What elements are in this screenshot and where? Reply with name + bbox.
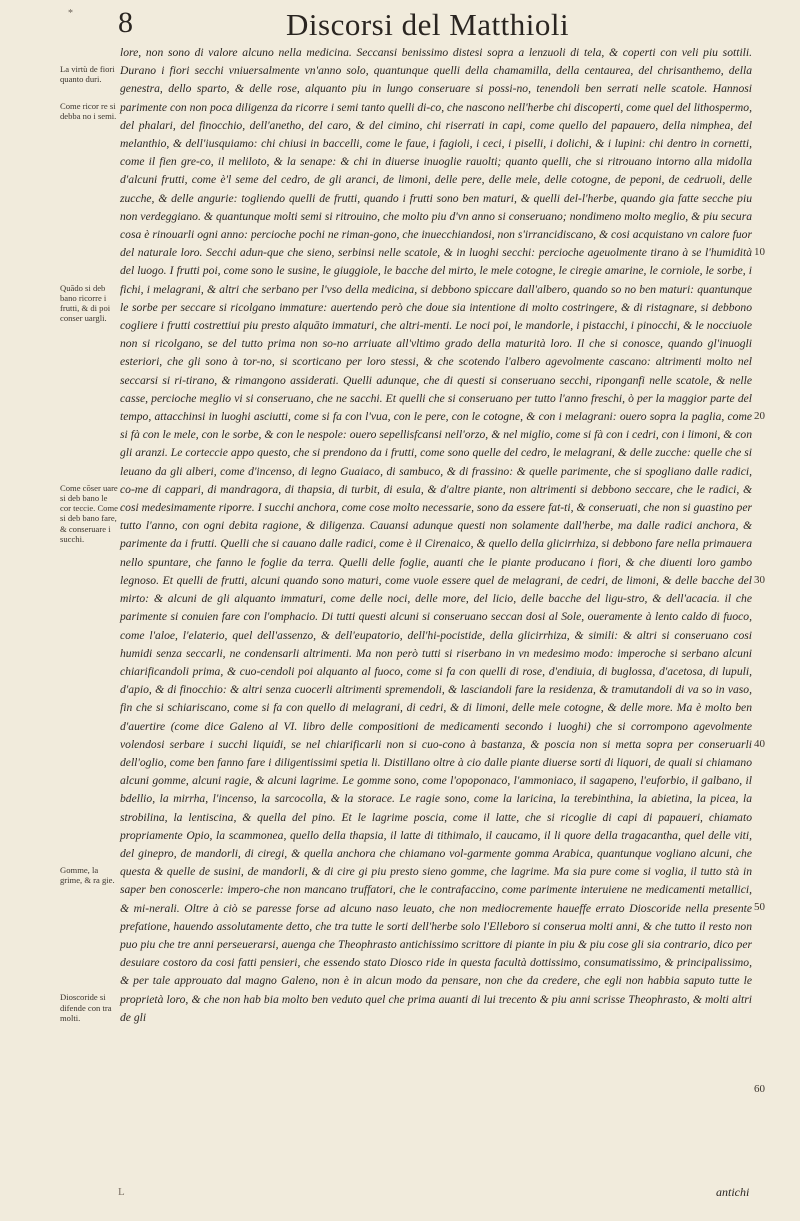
margin-note: Gomme, la grime, & ra gie. xyxy=(60,865,115,886)
line-number: 10 xyxy=(754,246,765,259)
corner-mark: * xyxy=(68,8,73,19)
page-number: 8 xyxy=(118,6,133,39)
margin-note: Quādo si deb bano ricorre i frutti, & di poi conser uargli. xyxy=(60,282,111,324)
margin-note: Come cōser uare si deb bano le cor teccie. Come si deb bano fare, & conseruare i succhi. xyxy=(60,482,118,544)
margin-note: La virtù de fiori quanto duri. xyxy=(60,64,115,85)
line-number: 50 xyxy=(754,901,765,914)
page-header xyxy=(118,6,758,42)
margin-note: Dioscoride si difende con tra molti. xyxy=(60,992,112,1023)
margin-note: Come ricor re si debba no i semi. xyxy=(60,100,117,121)
body-paragraph: lore, non sono di valore alcuno nella medicina. Seccansi benissimo distesi sopra a lenzuoli di tela, & coperti con veli piu sottili. Durano i fiori secchi vniuersalmente vn'anno solo, quantunque quelli della chamamilla, della centaurea, del chrisanthemo, della genestra, dello sparto, & delle rose, alquanto piu in lungo conseruare si possi-no, tenendoli ben serrati nelle scatole. Hannosi parimente con non poca diligenza da ricorre i semi tanto quelli di-co, che nascono nell'herbe chi discoperti, come quel del lithospermo, del phalari, del finocchio, dell'anetho, del caro, & del cimino, chi riserrati in capi, come quello del papauero, della nimphea, del melanthio, & dell'iusquiamo: chi chiusi in baccelli, come le faue, i fagioli, i ceci, i piselli, i dolichi, & i lupini: chi dentro in cornetti, come il fien gre-co, il meliloto, & la senape: & chi in diuerse inuoglie rauolti; quanto quelli, che si ritrouano intorno alla midolla d'alcuni frutti, come è'l seme del cedro, de gli aranci, de limoni, delle pere, delle mele, delle cotogne, de peponi, de cedruoli, delle zucche, & delle angurie: togliendo quelli de frutti, quando i frutti sono ben maturi, & quelli del-l'herbe, quando gia fatte secche piu non verdeggiano. & quantunque molti semi si ritrouino, che molto piu d'vn anno si conseruano; nondimeno molto meglio, & piu secura cosa è rinouarli ogni anno: percioche pochi ne riman-gono, che inuecchiandosi, non s'irrancidiscano, & cosi acquistano vn calore fuor del naturale loro. Secchi adun-que che sieno, serbinsi nelle scatole, & in luoghi secchi: percioche ageuolmente tirano à se l'humidità del luogo. I frutti poi, come sono le susine, le giuggiole, le bacche del mirto, le mele cotogne, le ciregie amarine, le corniole, le sorbe, i fichi, i melagrani, & altri che serbano per l'vso della medicina, si debbono spiccare dall'albero, quando so no ben maturi: quantunque le sorbe per seccare si ricolgano immature: auertendo però che doue sia intentione di molto costringere, & di ristagnare, si debbono cogliere i frutti costrettiui piu presto alquāto immaturi, che altri-menti. Le noci poi, le mandorle, i pistacchi, i pinocchi, & le nocciuole non si ricolgano, se del tutto prima non so-no arriuate all'vltimo grado della maturità loro. Il che si conosce, quando gl'inuogli esteriori, che gli sono à tor-no, si scorticano per loro stessi, & che scotendo l'albero agevolmente cascano: altrimenti molto nel seccarsi si ri-tirano, & rimangono assiderati. Quelli adunque, che di questi si conseruano secchi, riponganfi nelle scatole, & nelle casse, percioche meglio vi si conseruano, che ne sacchi. Et quelli che si conseruano per tutto l'anno freschi, ò per la maggior parte del tempo, attacchinsi in luoghi asciutti, come si fa con l'vua, con le pere, con le cotogne, & con i melagrani: ouero sopra la paglia, come si fà con le mele, con le sorbe, & con le nespole: ouero sepellisfcansi nell'orzo, & nel miglio, come si fà con i cedri, con i limoni, & con gli aranzi. Le corteccie appo questo, che si prendono da i frutti, come sono quelle del cedro, le melagrani, & delle zucche: quelle che si leuano da gli alberi, come d'incenso, di legno Guaiaco, di sambuco, & di frassino: & quelle parimente, che si spogliano dalle radici, co-me di cappari, di mandragora, di thapsia, di turbit, di esula, & d'altre piante, non altrimenti si debbono seccare, che le radici, & cosi medesimamente riporre. I succhi anchora, come cose molto necessarie, sono da essere fat-ti, & conseruati, che non si guastino per tutto l'anno, con ogni debita ragione, & diligenza. Cauansi adunque questi non solamente dall'herbe, ma dalle radici anchora, & parimente da i frutti. Quelli che si cauano dalle radici, come è il Cirenaico, & quello della glicirrhiza, si debbono fare nella primauera nello spuntare, che fanno le foglie da terra. Quelli delle foglie, auanti che le piante producano i fiori, & che diuenti loro gambo legnoso. Et quelli de frutti, alcuni quando sono maturi, come vuole essere quel de melagrani, de cedri, de limoni, & delle bacche del mirto: & alcuni de gli alquanto immaturi, come delle noci, delle more, del licio, delle bacche del ligu-stro, & dell'acacia. il che parimente si conuien fare con l'omphacio. Di tutti questi alcuni si conseruano seccan dosi al Sole, oueramente à lento caldo di fuoco, come l'aloe, l'elaterio, quel dell'assenzo, & dell'eupatorio, dell'hi-pocistide, della glicirrhiza, & simili: & altri si conseruano cosi humidi senza seccarli, ne condensarli altrimenti. Ma non però tutti si riserbano in vn medesimo modo: imperoche si serbano alcuni chiarificandoli prima, & cuo-cendoli poi alquanto al fuoco, come si fa con quelli di rose, d'endiuia, di buglossa, d'acetosa, di lupuli, d'apio, & di finocchio: & altri senza cuocerli altrimenti spremendoli, & lasciandoli fare la residenza, & tramutandoli di va so in vaso, fin che si schiariscano, come si fa con quello di melagrani, di cedri, & di limoni, delle mele cotogne, & delle more. Ma è molto ben d'auertire (come dice Galeno al VI. libro delle compositioni de medicamenti secondo i luoghi) che si corrompono agevolmente volendosi serbare i succhi liquidi, se nel chiarificarli non si cuo-cono à bastanza, & poscia non si metta sopra per conseruarli dell'oglio, come ben fanno fare i diligentissimi spetia li. Distillano oltre à cio dalle piante diuerse sorti di liquori, de quali si chiamano alcuni gomme, alcuni ragie, & alcuni lagrime. Le gomme sono, come l'opoponaco, l'ammoniaco, il sagapeno, l'euforbio, il galbano, il bdellio, la mirrha, l'incenso, la sarcocolla, & la storace. Le ragie sono, come la laricina, la terebinthina, la abietina, la picea, la strobilina, la lentiscina, & quella del pino. Et le lagrime poscia, come il latte, che si ricoglie di capi di papaueri, chiamato propriamente Opio, la scammonea, quello della thapsia, il latte di tithimalo, il caucamo, il li quore della tragacantha, quel delle viti, del ginepro, de mandorli, di ciregi, & quella anchora che chiamano vol-garmente gomma Arabica, quantunque vogliano alcuni, che questa & quelle de susini, de mandorli, & di cire gi piu presto sieno gomme, che lagrime. Ma sia pure come si voglia, il tutto stà in saper ben conoscerle: impero-che non mancano truffatori, che le contrafaccino, come parimente interuiene ne medicamenti metallici, & mi-nerali. Oltre à ciò se paresse forse ad alcuno naso leuato, che non mediocremente haueffe errato Dioscoride nella presente prefatione, hauendo assolutamente detto, che tra tutte le sorti dell'herbe solo l'Elleboro si conserua molti anni, & che tutto il resto non puo piu che tre anni perseuerarsi, auenga che Theophrasto antichissimo scrittore di piante in piu & piu cose gli sia contrario, dico per desuiare costoro da cosi fatti pensieri, che essendo stato Diosco ride in questa facultà dottissimo, consumatissimo, & principalissimo, & per tale approuato dal magno Galeno, non è in alcun modo da pensare, non che da credere, che egli non habbia saputo tutte le proprietà loro, & che non hab bia molto ben veduto quel che prima auanti di lui trecento & piu anni scrisse Theophrasto, & molti altri de gli xyxy=(120,46,752,1024)
line-number: 20 xyxy=(754,410,765,422)
line-number: 60 xyxy=(754,1083,765,1096)
catchword: antichi xyxy=(716,1185,750,1199)
foot-mark: L xyxy=(118,1186,125,1198)
running-title: Discorsi del Matthioli xyxy=(286,7,570,42)
main-text-block xyxy=(120,44,752,1027)
line-number: 40 xyxy=(754,737,765,750)
line-number: 30 xyxy=(754,573,765,586)
